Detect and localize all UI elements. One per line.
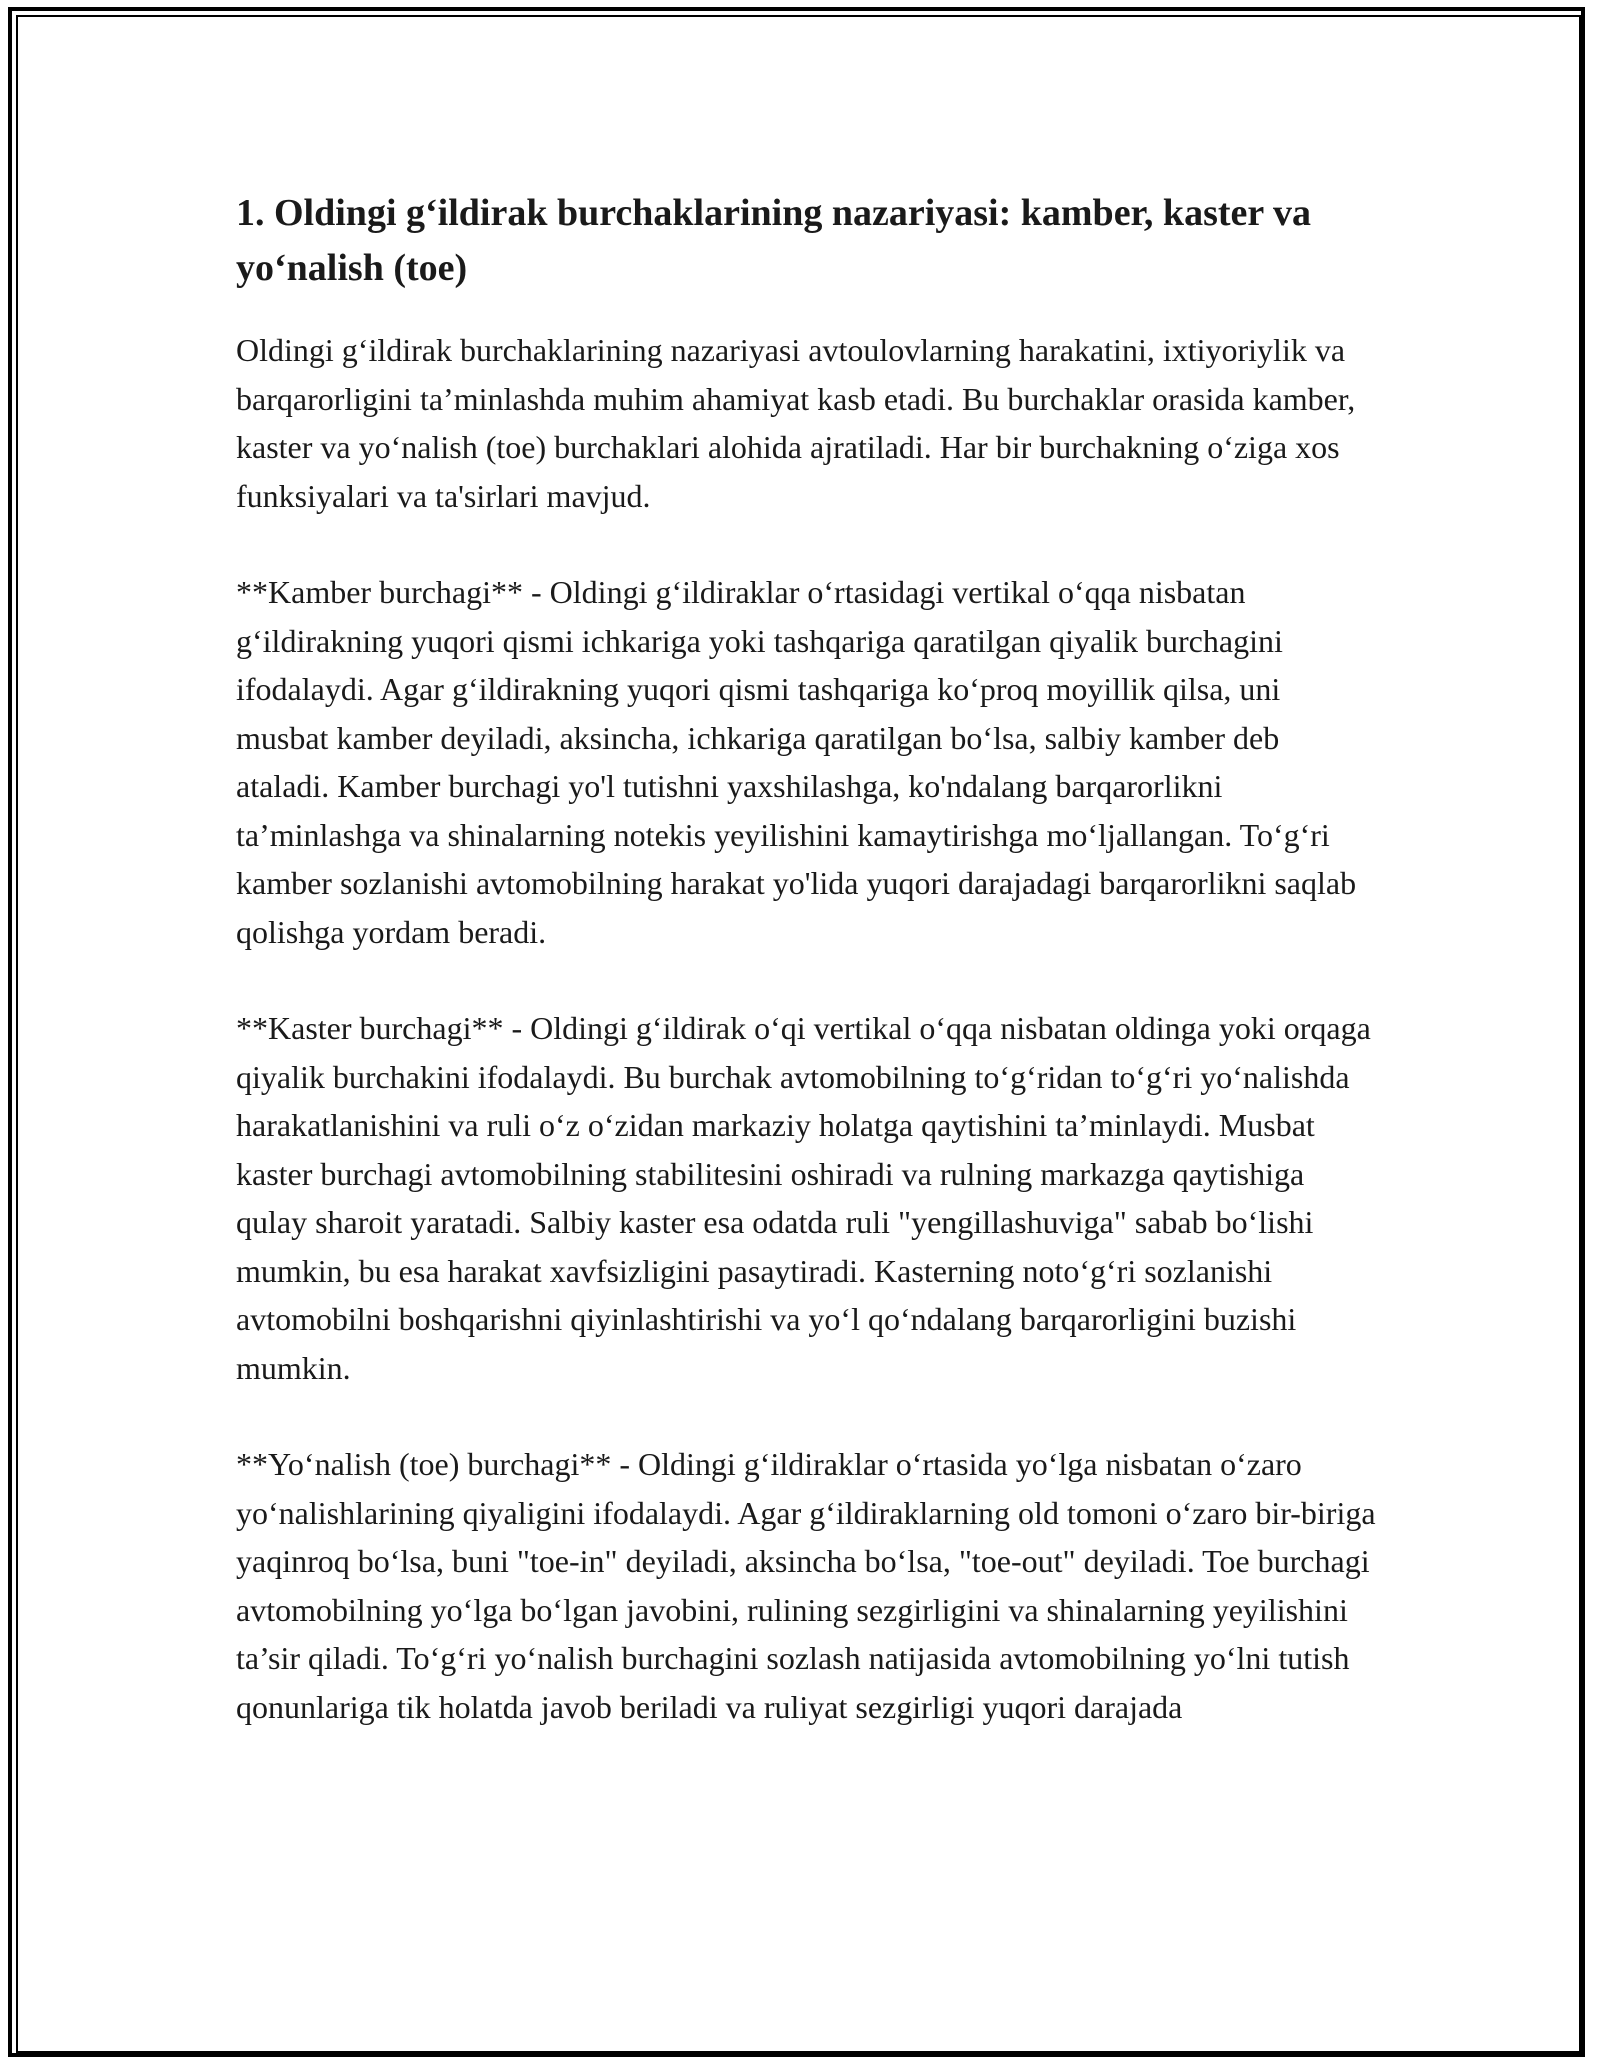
paragraph-camber: **Kamber burchagi** - Oldingi g‘ildiraklar o‘rtasidagi vertikal o‘qqa nisbatan g‘ildirakning yuqori qismi ichkariga yoki tashqariga qaratilgan qiyalik burchagini ifodalaydi. Agar g‘ildirakning yuqori qismi tashqariga ko‘proq moyillik qilsa, uni musbat kamber deyiladi, aksincha, ichkariga qaratilgan bo‘lsa, salbiy kamber deb ataladi. Kamber burchagi yo'l tutishni yaxshilashga, ko'ndalang barqarorlikni ta’minlashga va shinalarning notekis yeyilishini kamaytirishga mo‘ljallangan. To‘g‘ri kamber sozlanishi avtomobilning harakat yo'lida yuqori darajadagi barqarorlikni saqlab qolishga yordam beradi. [236, 574, 1357, 950]
section-heading: 1. Oldingi g‘ildirak burchaklarining nazariyasi: kamber, kaster va yo‘nalish (toe) [236, 192, 1312, 289]
document-page [236, 186, 1378, 1779]
paragraph-toe: **Yo‘nalish (toe) burchagi** - Oldingi g‘ildiraklar o‘rtasida yo‘lga nisbatan o‘zaro yo‘nalishlarining qiyaligini ifodalaydi. Agar g‘ildiraklarning old tomoni o‘zaro bir-biriga yaqinroq bo‘lsa, buni "toe-in" deyiladi, aksincha bo‘lsa, "toe-out" deyiladi. Toe burchagi avtomobilning yo‘lga bo‘lgan javobini, rulining sezgirligini va shinalarning yeyilishini ta’sir qiladi. To‘g‘ri yo‘nalish burchagini sozlash natijasida avtomobilning yo‘lni tutish qonunlariga tik holatda javob beriladi va ruliyat sezgirligi yuqori darajada [236, 1446, 1376, 1725]
paragraph-intro: Oldingi g‘ildirak burchaklarining nazariyasi avtoulovlarning harakatini, ixtiyoriylik va barqarorligini ta’minlashda muhim ahamiyat kasb etadi. Bu burchaklar orasida kamber, kaster va yo‘nalish (toe) burchaklari alohida ajratiladi. Har bir burchakning o‘ziga xos funksiyalari va ta'sirlari mavjud. [236, 332, 1356, 514]
paragraph-caster: **Kaster burchagi** - Oldingi g‘ildirak o‘qi vertikal o‘qqa nisbatan oldinga yoki orqaga qiyalik burchakini ifodalaydi. Bu burchak avtomobilning to‘g‘ridan to‘g‘ri yo‘nalishda harakatlanishini va ruli o‘z o‘zidan markaziy holatga qaytishini ta’minlaydi. Musbat kaster burchagi avtomobilning stabilitesini oshiradi va rulning markazga qaytishiga qulay sharoit yaratadi. Salbiy kaster esa odatda ruli "yengillashuviga" sabab bo‘lishi mumkin, bu esa harakat xavfsizligini pasaytiradi. Kasterning noto‘g‘ri sozlanishi avtomobilni boshqarishni qiyinlashtirishi va yo‘l qo‘ndalang barqarorligini buzishi mumkin. [236, 1010, 1371, 1386]
